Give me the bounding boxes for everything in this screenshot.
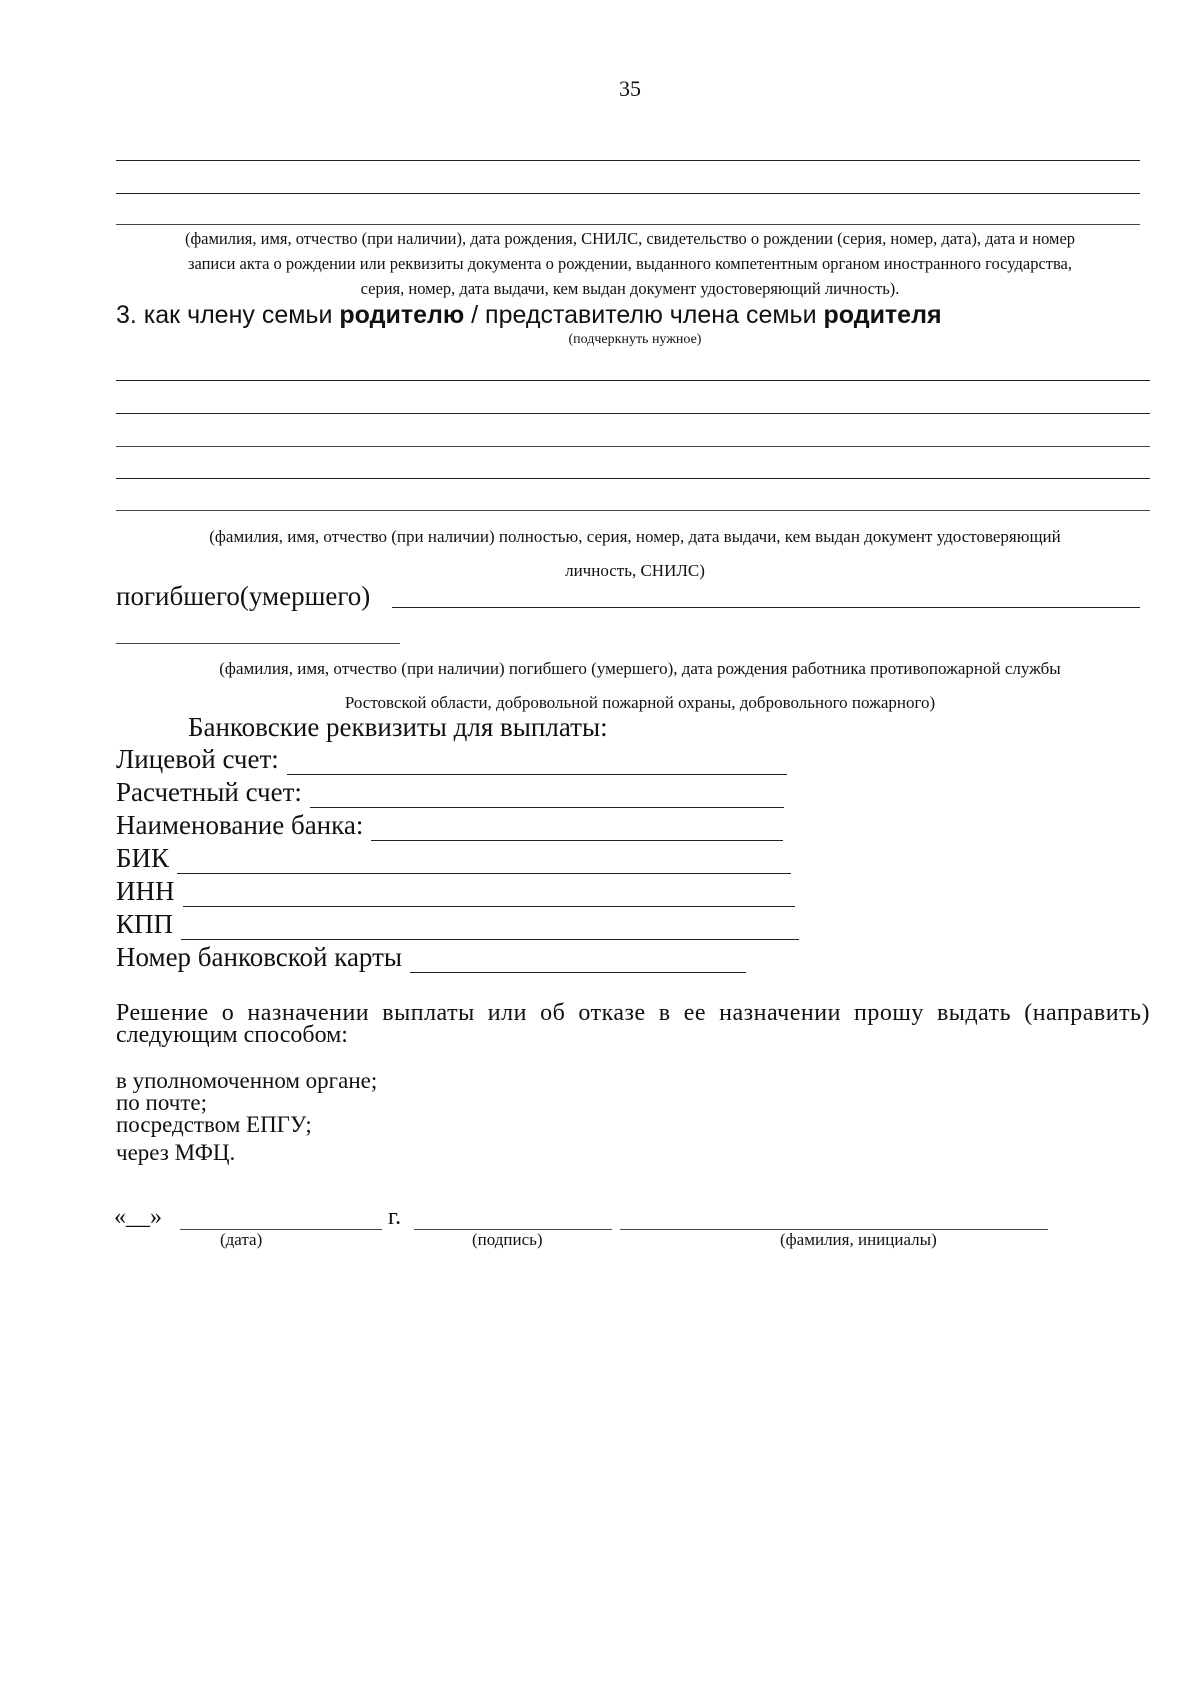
settlement-account-input[interactable] bbox=[310, 783, 784, 808]
field-label: Наименование банка: bbox=[116, 810, 364, 840]
name-caption: (фамилия, инициалы) bbox=[780, 1230, 937, 1249]
delivery-option[interactable]: по почте; bbox=[116, 1090, 207, 1115]
field-label: Расчетный счет: bbox=[116, 777, 302, 807]
blank-line-8[interactable] bbox=[116, 510, 1150, 511]
kpp-input[interactable] bbox=[181, 915, 799, 940]
field-label: ИНН bbox=[116, 876, 175, 906]
item-3-bold-parent-2: родителя bbox=[823, 301, 942, 329]
delivery-option[interactable]: в уполномоченном органе; bbox=[116, 1068, 378, 1093]
bik-input[interactable] bbox=[177, 849, 791, 874]
inn-input[interactable] bbox=[183, 882, 795, 907]
deceased-label: погибшего(умершего) bbox=[116, 581, 371, 611]
field-label: КПП bbox=[116, 909, 174, 939]
blank-line-5[interactable] bbox=[116, 413, 1150, 414]
item-3-prefix: 3. как члену семьи bbox=[116, 301, 340, 329]
date-caption: (дата) bbox=[220, 1230, 263, 1249]
delivery-option[interactable]: посредством ЕПГУ; bbox=[116, 1112, 312, 1137]
item-3-heading bbox=[116, 299, 942, 332]
personal-account-input[interactable] bbox=[287, 750, 787, 775]
note-line: записи акта о рождении или реквизиты документа о рождении, выданного компетентным органом иностранного государства, bbox=[187, 254, 1073, 273]
deceased-line[interactable] bbox=[392, 607, 1140, 608]
decision-line: следующим способом: bbox=[116, 1022, 348, 1048]
bank-name-input[interactable] bbox=[371, 816, 783, 841]
note-line: (фамилия, имя, отчество (при наличии), дата рождения, СНИЛС, свидетельство о рождении (серия, номер, дата), дата и номер bbox=[184, 229, 1076, 248]
date-line[interactable] bbox=[180, 1229, 382, 1230]
decision-text bbox=[116, 1002, 1150, 1046]
blank-line-6[interactable] bbox=[116, 446, 1150, 447]
item-3-bold-parent: родителю bbox=[339, 301, 465, 329]
blank-line-4[interactable] bbox=[116, 380, 1150, 381]
note-representative-details bbox=[120, 520, 1150, 588]
decision-line: Решение о назначении выплаты или об отказе в ее назначении прошу выдать (направить) bbox=[116, 1000, 1150, 1026]
blank-line-7[interactable] bbox=[116, 478, 1150, 479]
note-line: (фамилия, имя, отчество (при наличии) полностью, серия, номер, дата выдачи, кем выдан документ удостоверяющий bbox=[209, 527, 1061, 546]
card-number-input[interactable] bbox=[410, 948, 746, 973]
signature-caption: (подпись) bbox=[472, 1230, 543, 1249]
note-deceased-details bbox=[130, 652, 1150, 720]
field-label: БИК bbox=[116, 843, 170, 873]
item-3-middle: / представителю члена семьи bbox=[464, 301, 824, 329]
field-card-number bbox=[116, 941, 746, 973]
note-line: серия, номер, дата выдачи, кем выдан документ удостоверяющий личность). bbox=[360, 279, 900, 298]
note-line: Ростовской области, добровольной пожарной охраны, добровольного пожарного) bbox=[344, 693, 936, 712]
note-line: личность, СНИЛС) bbox=[565, 561, 705, 580]
note-line: (фамилия, имя, отчество (при наличии) погибшего (умершего), дата рождения работника противопожарной службы bbox=[219, 659, 1061, 678]
blank-line-1[interactable] bbox=[116, 160, 1140, 161]
field-settlement-account bbox=[116, 776, 784, 808]
page-number: 35 bbox=[619, 76, 641, 101]
delivery-options bbox=[116, 1070, 377, 1164]
field-label: Номер банковской карты bbox=[116, 942, 403, 972]
year-suffix: г. bbox=[388, 1204, 402, 1230]
field-inn bbox=[116, 875, 795, 907]
date-quote[interactable]: «__» bbox=[114, 1204, 162, 1230]
field-kpp bbox=[116, 908, 799, 940]
delivery-option[interactable]: через МФЦ. bbox=[116, 1140, 236, 1165]
blank-line-3[interactable] bbox=[116, 224, 1140, 225]
field-bik bbox=[116, 842, 791, 874]
field-personal-account bbox=[116, 743, 787, 775]
note-person-details bbox=[120, 226, 1140, 301]
deceased-line-2[interactable] bbox=[116, 643, 400, 644]
field-bank-name bbox=[116, 809, 783, 841]
field-label: Лицевой счет: bbox=[116, 744, 279, 774]
bank-heading: Банковские реквизиты для выплаты: bbox=[188, 712, 608, 742]
underline-hint: (подчеркнуть нужное) bbox=[568, 332, 702, 347]
blank-line-2[interactable] bbox=[116, 193, 1140, 194]
